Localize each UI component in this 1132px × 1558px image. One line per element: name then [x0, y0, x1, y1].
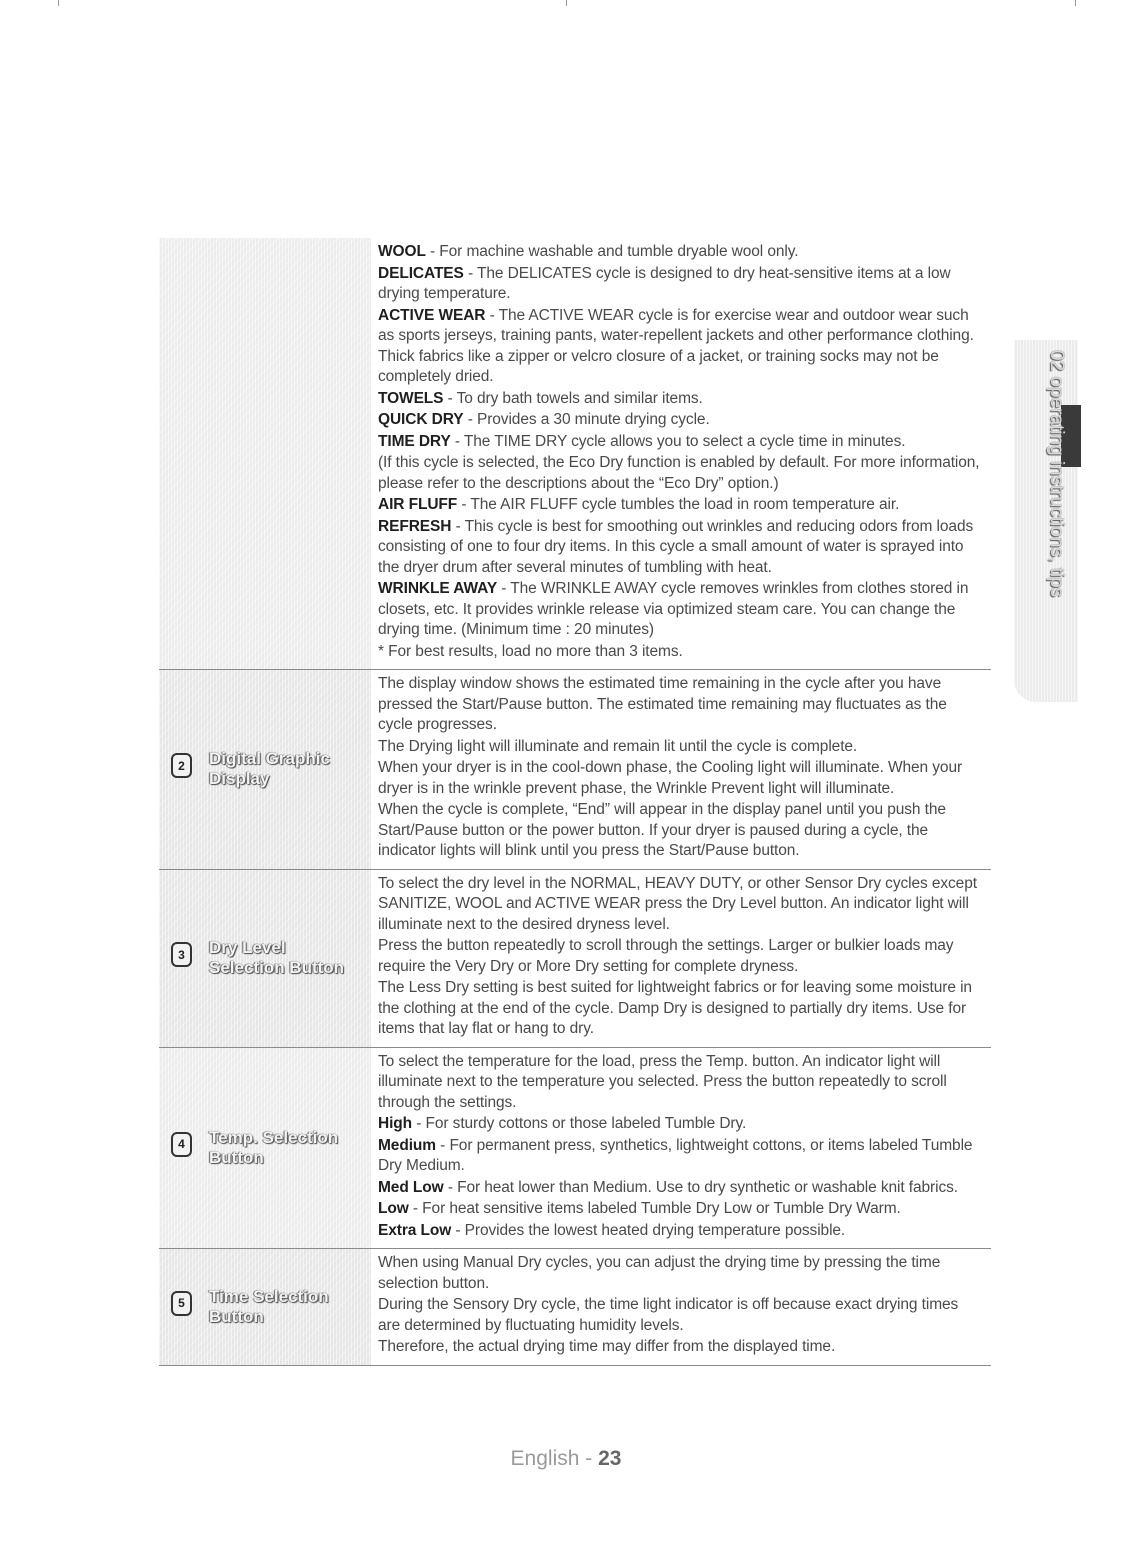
description-paragraph [378, 432, 983, 453]
description-paragraph [378, 453, 983, 494]
description-paragraph [378, 1136, 983, 1177]
description-paragraph [378, 1178, 983, 1199]
section-title: Temp. Selection Button [209, 1127, 339, 1167]
section-row-3 [159, 870, 991, 1048]
term-description: The Drying light will illuminate and remain lit until the cycle is complete. [378, 737, 858, 755]
term-label: Medium [378, 1136, 436, 1154]
description-paragraph [378, 242, 983, 263]
section-title: Dry Level Selection Button [209, 938, 345, 977]
description-paragraph [378, 495, 983, 516]
description-paragraph [378, 579, 983, 641]
term-description: - To dry bath towels and similar items. [443, 389, 703, 407]
section-label-cell [159, 1249, 371, 1365]
term-description: - Provides a 30 minute drying cycle. [463, 411, 710, 428]
term-label: Low [378, 1200, 409, 1217]
page-number: 23 [598, 1447, 622, 1470]
description-paragraph [378, 1052, 983, 1114]
control-panel-table [159, 238, 991, 1366]
crop-mark [566, 0, 567, 6]
term-description: Press the button repeatedly to scroll through the settings. Larger or bulkier loads may require the Very Dry or More Dry setting for complete dryness. [378, 937, 954, 975]
term-label: DELICATES [378, 264, 464, 282]
section-label-cell [159, 670, 371, 869]
description-paragraph [378, 936, 983, 977]
term-description: - For sturdy cottons or those labeled Tumble Dry. [412, 1115, 747, 1132]
description-paragraph [378, 737, 983, 758]
crop-mark [58, 0, 59, 6]
term-description: The Less Dry setting is best suited for lightweight fabrics or for leaving some moisture in the clothing at the end of the cycle. Damp Dry is designed to partially dry items. Use for items that lay flat or hang to dry. [378, 979, 972, 1037]
term-description: - The WRINKLE AWAY cycle removes wrinkles from clothes stored in closets, etc. It provides wrinkle release via optimized steam care. You can change the drying time. (Minimum time : 20 minutes) [378, 580, 969, 638]
term-description: * For best results, load no more than 3 items. [378, 642, 683, 660]
description-paragraph [378, 758, 983, 799]
description-paragraph [378, 264, 983, 305]
term-description: - The AIR FLUFF cycle tumbles the load in room temperature air. [457, 496, 900, 513]
term-description: - For permanent press, synthetics, lightweight cottons, or items labeled Tumble Dry Medium. [378, 1136, 973, 1174]
description-paragraph [378, 1114, 983, 1135]
section-description [371, 870, 991, 1047]
description-paragraph [378, 1253, 983, 1294]
term-label: WOOL [378, 243, 426, 260]
term-description: - For heat lower than Medium. Use to dry synthetic or washable knit fabrics. [443, 1178, 958, 1196]
description-paragraph [378, 1337, 983, 1358]
section-number-badge: 4 [171, 1132, 192, 1157]
section-title: Time Selection Button [209, 1286, 329, 1326]
section-description [371, 670, 991, 869]
section-description [371, 1249, 991, 1365]
description-paragraph [378, 800, 983, 862]
term-label: WRINKLE AWAY [378, 580, 498, 597]
term-description: (If this cycle is selected, the Eco Dry function is enabled by default. For more information, please refer to the descriptions about the “Eco Dry” option.) [378, 454, 980, 492]
term-label: QUICK DRY [378, 411, 464, 428]
term-description: When using Manual Dry cycles, you can adjust the drying time by pressing the time selection button. [378, 1254, 941, 1292]
term-label: ACTIVE WEAR [378, 306, 486, 324]
term-description: During the Sensory Dry cycle, the time light indicator is off because exact drying times are determined by fluctuating humidity levels. [378, 1296, 959, 1334]
term-description: To select the dry level in the NORMAL, HEAVY DUTY, or other Sensor Dry cycles except SANITIZE, WOOL and ACTIVE WEAR press the Dry Level button. An indicator light will illuminate next to the desired dryness level. [378, 874, 977, 933]
term-description: - For machine washable and tumble dryable wool only. [425, 243, 799, 260]
term-description: The display window shows the estimated time remaining in the cycle after you have pressed the Start/Pause button. The estimated time remaining may fluctuates as the cycle progresses. [378, 675, 947, 733]
section-number-badge: 5 [171, 1291, 192, 1316]
crop-mark [1075, 0, 1076, 6]
description-paragraph [378, 1221, 983, 1242]
description-paragraph [378, 978, 983, 1040]
term-label: TOWELS [378, 389, 444, 407]
section-label-cell [159, 1048, 371, 1249]
description-paragraph [378, 1295, 983, 1336]
term-description: When your dryer is in the cool-down phase, the Cooling light will illuminate. When your dryer is in the wrinkle prevent phase, the Wrinkle Prevent light will illuminate. [378, 759, 963, 797]
term-label: Med Low [378, 1178, 444, 1196]
term-description: - For heat sensitive items labeled Tumble Dry Low or Tumble Dry Warm. [408, 1200, 901, 1217]
footer-language: English - [510, 1447, 599, 1470]
term-label: High [378, 1115, 413, 1132]
section-row-4 [159, 1048, 991, 1250]
term-description: - This cycle is best for smoothing out wrinkles and reducing odors from loads consisting of one to four dry items. In this cycle a small amount of water is sprayed into the dryer drum after several minutes of tumbling with heat. [378, 517, 974, 576]
term-description: - The ACTIVE WEAR cycle is for exercise wear and outdoor wear such as sports jerseys, training pants, water-repellent jackets and other performance clothing. Thick fabrics like a zipper or velcro closure of a jacket, or training socks may not be completely dried. [378, 306, 974, 385]
chapter-tab-label: 02 operating instructions, tips [1046, 350, 1067, 598]
description-paragraph [378, 389, 983, 410]
page-footer [0, 1447, 1132, 1471]
term-label: AIR FLUFF [378, 496, 458, 513]
term-description: To select the temperature for the load, press the Temp. button. An indicator light will illuminate next to the temperature you selected. Press the button repeatedly to scroll through the settings. [378, 1052, 947, 1111]
term-description: - Provides the lowest heated drying temperature possible. [451, 1221, 846, 1239]
section-number-badge: 2 [171, 753, 192, 778]
description-paragraph [378, 517, 983, 579]
section-title: Digital Graphic Display [209, 749, 330, 789]
description-paragraph [378, 410, 983, 431]
section-number-badge: 3 [171, 942, 192, 967]
term-description: Therefore, the actual drying time may differ from the displayed time. [378, 1338, 836, 1355]
description-paragraph [378, 674, 983, 736]
section-label-cell [159, 870, 371, 1047]
section-row-5 [159, 1249, 991, 1366]
cycles-row [159, 238, 991, 670]
term-label: TIME DRY [378, 432, 451, 450]
term-description: - The DELICATES cycle is designed to dry heat-sensitive items at a low drying temperature. [378, 264, 951, 302]
section-description [371, 1048, 991, 1249]
term-description: - The TIME DRY cycle allows you to select a cycle time in minutes. [450, 432, 906, 450]
section-row-2 [159, 670, 991, 870]
description-paragraph [378, 874, 983, 936]
term-label: REFRESH [378, 517, 452, 535]
description-paragraph [378, 1199, 983, 1220]
description-paragraph [378, 642, 983, 663]
description-paragraph [378, 306, 983, 388]
cycles-row-label [159, 238, 371, 669]
term-label: Extra Low [378, 1221, 452, 1239]
cycles-description [371, 238, 991, 669]
term-description: When the cycle is complete, “End” will appear in the display panel until you push the Start/Pause button or the power button. If your dryer is paused during a cycle, the indicator lights will blink until you press the Start/Pause button. [378, 801, 946, 859]
